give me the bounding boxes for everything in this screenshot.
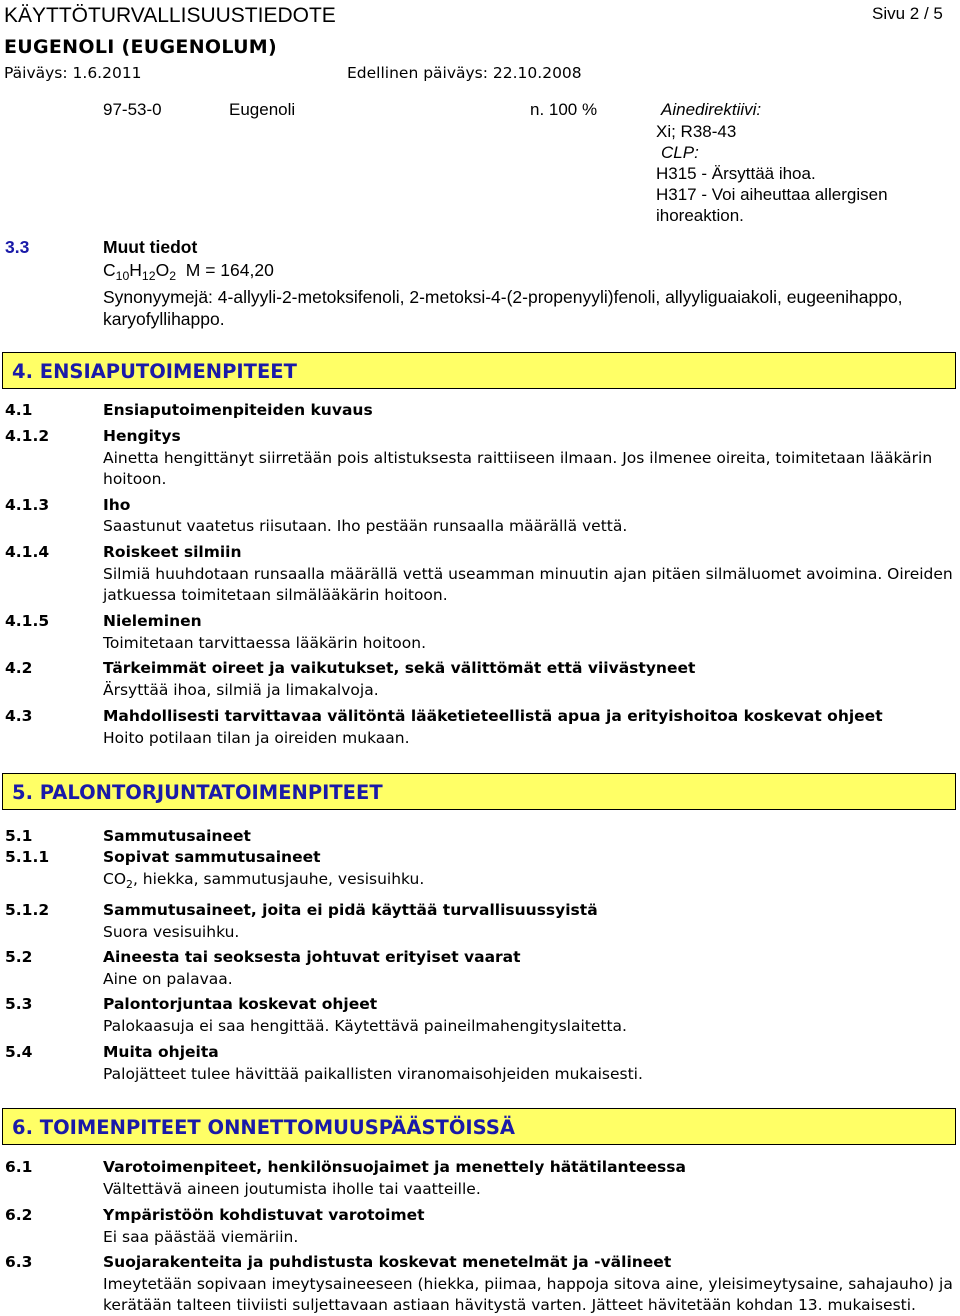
subsection-text: Palokaasuja ei saa hengittää. Käytettävä paineilmahengityslaitetta. <box>103 1017 627 1035</box>
synonyms: Synonyymejä: 4-allyyli-2-metoksifenoli, 2-metoksi-4-(2-propenyyli)fenoli, allyyliguaiakoli, eugeenihappo, <box>103 287 903 307</box>
section-number: 4.1.2 <box>5 427 50 445</box>
subsection-text: $CO_2$, hiekka, sammutusjauhe, vesisuihku. <box>103 870 425 891</box>
subsection-title: Ympäristöön kohdistuvat varotoimet <box>103 1206 425 1224</box>
previous-date: Edellinen päiväys: 22.10.2008 <box>347 64 582 82</box>
section-number: 4.2 <box>5 659 33 677</box>
cas-number: 97-53-0 <box>103 100 162 119</box>
subsection-title: Nieleminen <box>103 612 202 630</box>
subsection-text: Suora vesisuihku. <box>103 923 240 941</box>
section-title: 5. PALONTORJUNTATOIMENPITEET <box>12 781 383 804</box>
concentration: n. 100 % <box>530 100 598 119</box>
section-number: 6.3 <box>5 1253 33 1271</box>
subsection-title: Roiskeet silmiin <box>103 543 242 561</box>
hazard-h315: H315 - Ärsyttää ihoa. <box>656 164 816 183</box>
subsection-title: Muita ohjeita <box>103 1043 219 1061</box>
section-number: 6.1 <box>5 1158 33 1176</box>
subsection-title: Ensiaputoimenpiteiden kuvaus <box>103 401 373 419</box>
section-number: 4.1.4 <box>5 543 50 561</box>
synonyms-cont: karyofyllihappo. <box>103 309 225 329</box>
subsection-title: Tärkeimmät oireet ja vaikutukset, sekä välittömät että viivästyneet <box>103 659 696 677</box>
revision-date: Päiväys: 1.6.2011 <box>4 64 142 82</box>
subsection-title: Suojarakenteita ja puhdistusta koskevat menetelmät ja -välineet <box>103 1253 672 1271</box>
hazard-h317: H317 - Voi aiheuttaa allergisen <box>656 185 888 204</box>
subsection-text: Hoito potilaan tilan ja oireiden mukaan. <box>103 729 410 747</box>
directive-label: Ainedirektiivi: <box>661 100 762 119</box>
section-number: 5.2 <box>5 948 33 966</box>
subsection-title: Sammutusaineet, joita ei pidä käyttää turvallisuussyistä <box>103 901 598 919</box>
subsection-title: Hengitys <box>103 427 181 445</box>
subsection-title: Varotoimenpiteet, henkilönsuojaimet ja menettely hätätilanteessa <box>103 1158 686 1176</box>
section-header-box <box>2 773 956 810</box>
subsection-text: Silmiä huuhdotaan runsaalla määrällä vettä useamman minuutin ajan pitäen silmäluomet avoimina. Oireiden jatkuessa toimitetaan silmälääkärin hoitoon. <box>103 565 953 604</box>
section-number: 4.1.5 <box>5 612 50 630</box>
directive-value: Xi; R38-43 <box>656 122 737 141</box>
clp-label: CLP: <box>661 143 699 162</box>
section-title: 4. ENSIAPUTOIMENPITEET <box>12 360 297 383</box>
subsection-text: Ei saa päästää viemäriin. <box>103 1228 299 1246</box>
subsection-text: Ärsyttää ihoa, silmiä ja limakalvoja. <box>103 681 379 699</box>
subsection-title: Palontorjuntaa koskevat ohjeet <box>103 995 378 1013</box>
subsection-title: Sammutusaineet <box>103 827 251 845</box>
section-number: 5.3 <box>5 995 33 1013</box>
section-number: 5.1.1 <box>5 848 50 866</box>
section-header-box <box>2 352 956 389</box>
section-number: 3.3 <box>5 237 30 257</box>
molecular-formula: $C_{10}H_{12}O_2$ M = 164,20 <box>103 260 274 283</box>
section-number: 4.3 <box>5 707 33 725</box>
page-number: Sivu 2 / 5 <box>872 4 943 23</box>
subsection-title: Sopivat sammutusaineet <box>103 848 321 866</box>
subsection-title: Muut tiedot <box>103 237 198 257</box>
hazard-h317-cont: ihoreaktion. <box>656 206 744 225</box>
subsection-title: Mahdollisesti tarvittavaa välitöntä lääketieteellistä apua ja erityishoitoa koskevat ohjeet <box>103 707 883 725</box>
subsection-text: Saastunut vaatetus riisutaan. Iho pestään runsaalla määrällä vettä. <box>103 517 628 535</box>
section-number: 5.4 <box>5 1043 33 1061</box>
section-number: 4.1 <box>5 401 33 419</box>
subsection-text: Imeytetään sopivaan imeytysaineeseen (hiekka, piimaa, happoja sitova aine, yleisimeytysaine, sahajauho) ja kerätään talteen tiiviisti suljettavaan astiaan hävitystä varten. Jätteet hävitetään kohdan 13. mukaisesti. <box>103 1275 953 1314</box>
product-name: EUGENOLI (EUGENOLUM) <box>4 36 277 58</box>
subsection-text: Vältettävä aineen joutumista iholle tai vaatteille. <box>103 1180 481 1198</box>
component-name: Eugenoli <box>229 100 296 119</box>
subsection-text: Palojätteet tulee hävittää paikallisten viranomaisohjeiden mukaisesti. <box>103 1065 643 1083</box>
section-header-box <box>2 1108 956 1145</box>
section-title: 6. TOIMENPITEET ONNETTOMUUSPÄÄSTÖISSÄ <box>12 1116 515 1139</box>
subsection-title: Iho <box>103 496 131 514</box>
section-number: 5.1.2 <box>5 901 50 919</box>
subsection-text: Aine on palavaa. <box>103 970 233 988</box>
section-number: 4.1.3 <box>5 496 50 514</box>
section-number: 5.1 <box>5 827 33 845</box>
section-number: 6.2 <box>5 1206 33 1224</box>
document-title: KÄYTTÖTURVALLISUUSTIEDOTE <box>4 4 336 27</box>
subsection-text: Ainetta hengittänyt siirretään pois altistuksesta raittiiseen ilmaan. Jos ilmenee oireita, toimitetaan lääkärin hoitoon. <box>103 449 933 488</box>
subsection-title: Aineesta tai seoksesta johtuvat erityiset vaarat <box>103 948 521 966</box>
subsection-text: Toimitetaan tarvittaessa lääkärin hoitoon. <box>103 634 427 652</box>
